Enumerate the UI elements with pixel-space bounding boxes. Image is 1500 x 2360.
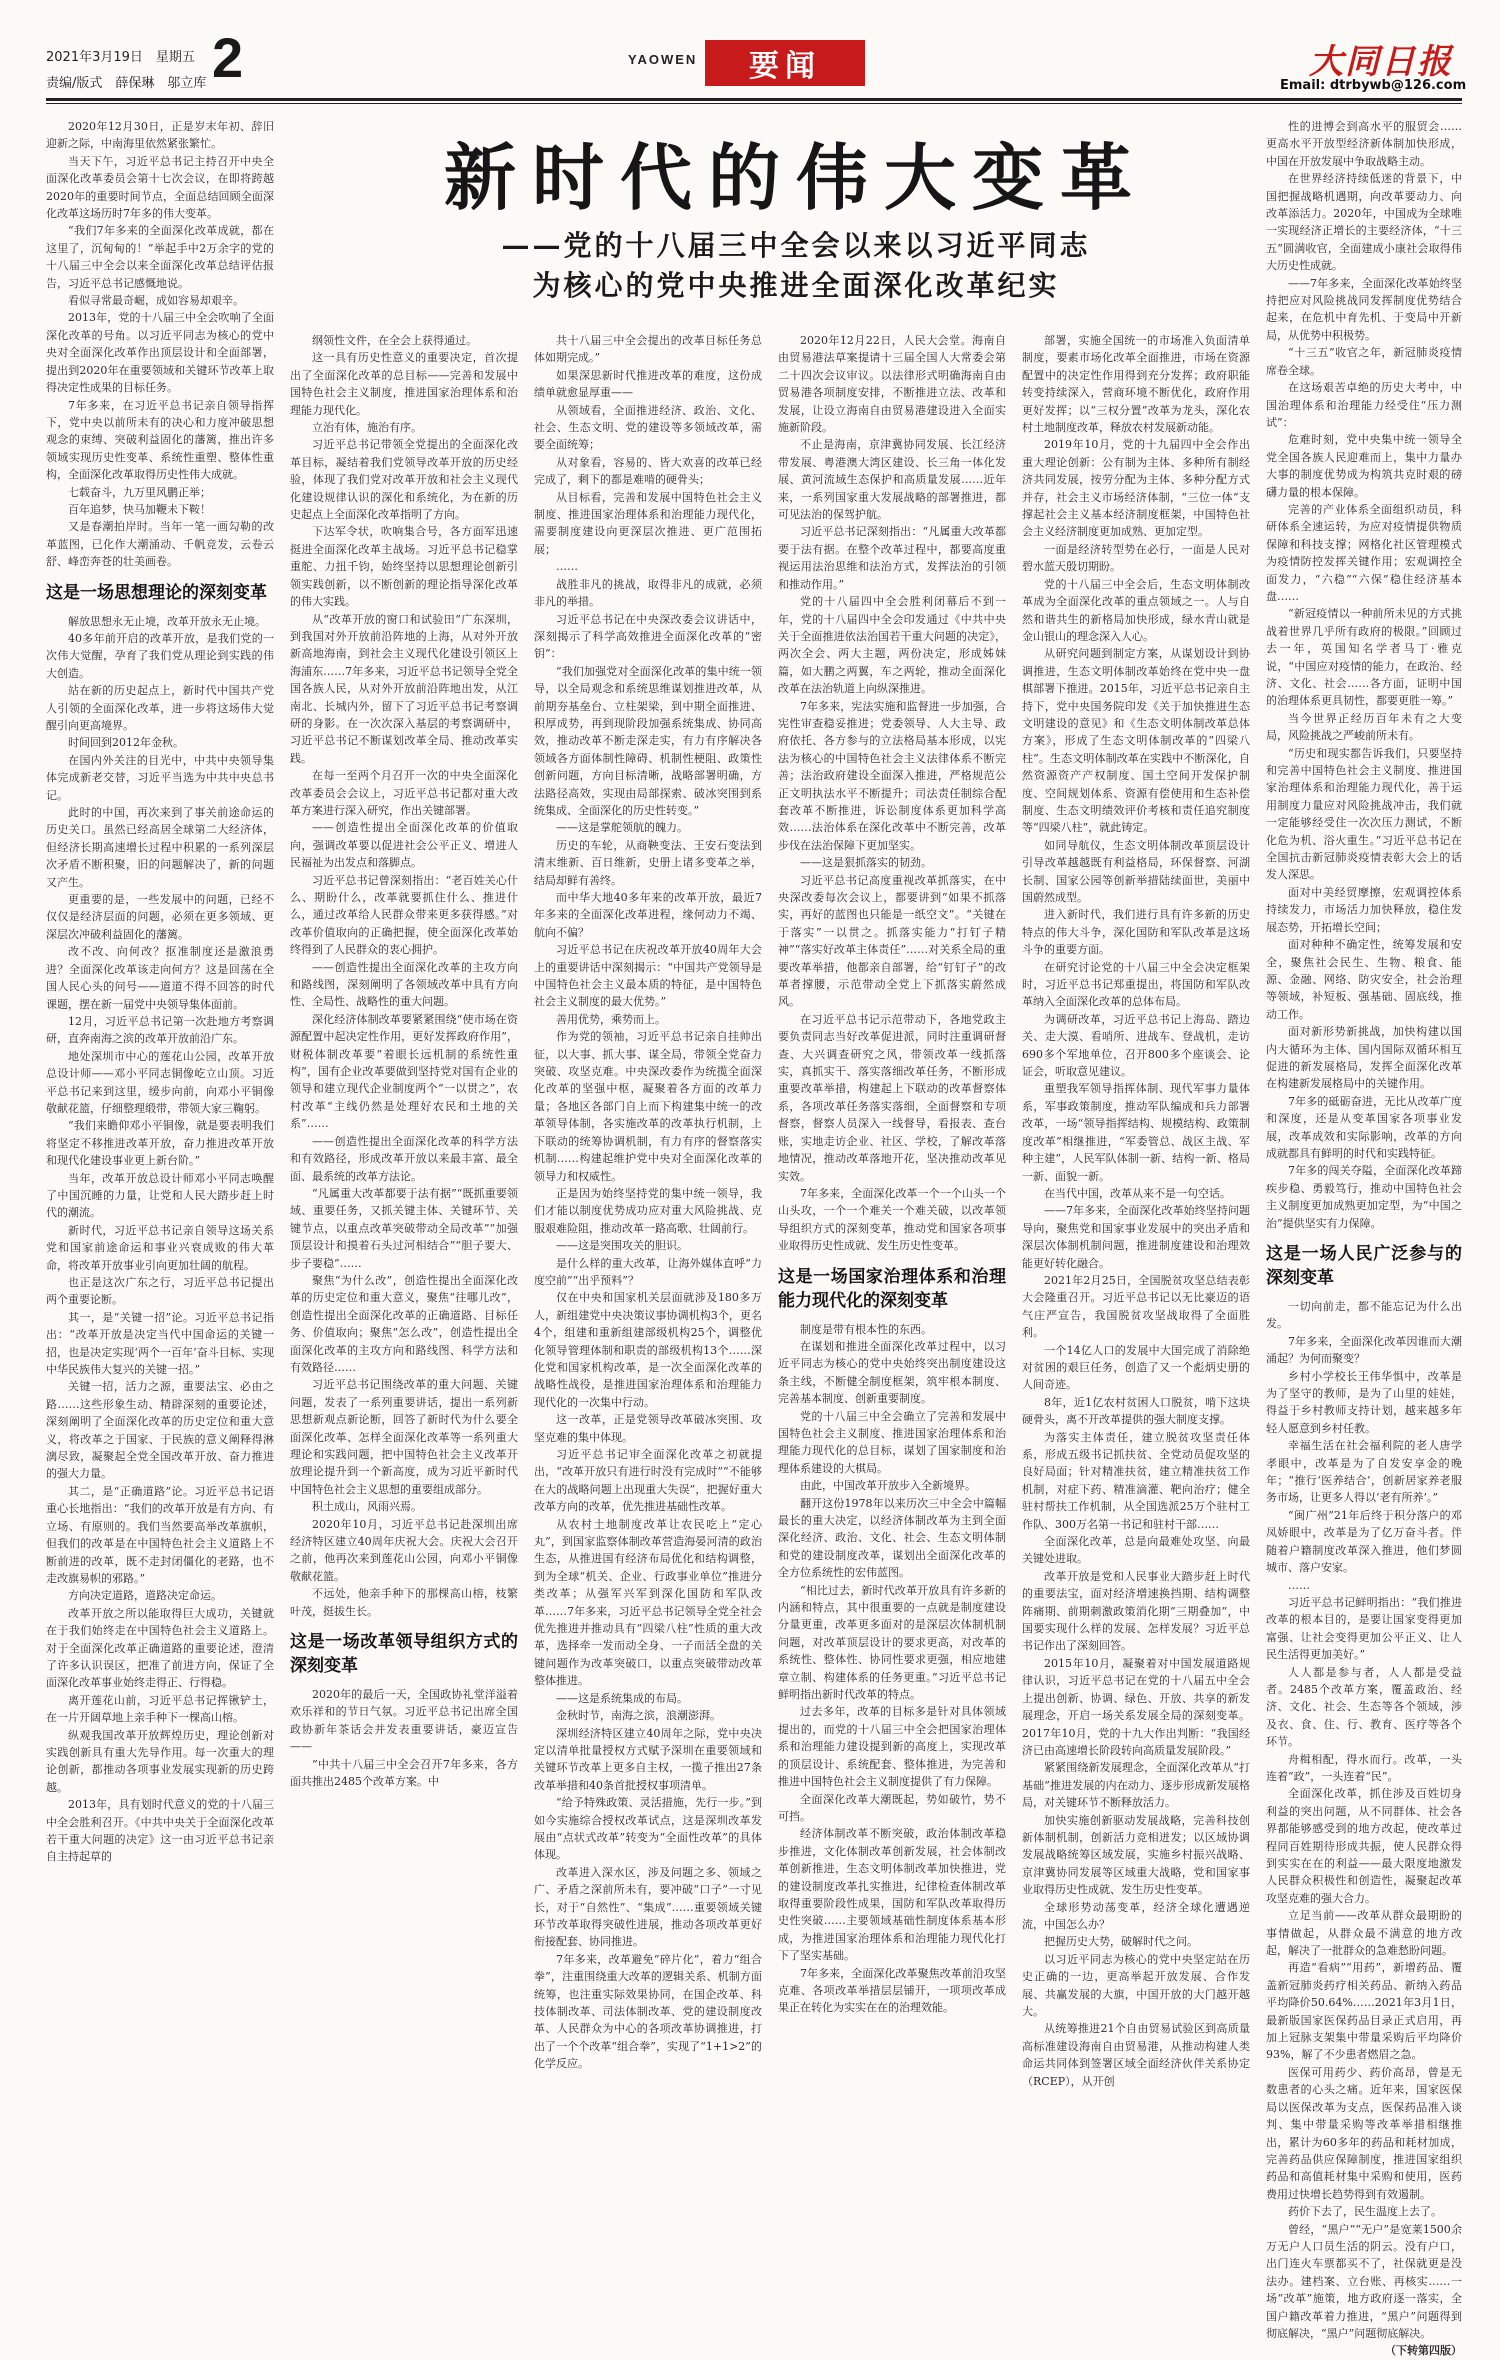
paragraph: 是什么样的重大改革，让海外媒体直呼“力度空前”“出乎预料”？: [534, 1256, 762, 1287]
paragraph: 面对中美经贸摩擦，宏观调控体系持续发力，市场活力加快释放，稳住发展态势，开拓增长空间；: [1266, 885, 1462, 934]
paragraph: 完善的产业体系全面组织动员，科研体系全速运转，为应对疫情提供物质保障和科技支撑；网格化社区管理模式为疫情防控发挥关键作用；宏观调控全面发力，“六稳”“六保”稳住经济基本盘……: [1266, 502, 1462, 603]
paragraph: 此时的中国，再次来到了事关前途命运的历史关口。虽然已经高居全球第二大经济体，但经济长期高速增长过程中积累的一系列深层次矛盾不断积聚，旧的问题解决了，新的问题又产生。: [46, 806, 274, 889]
paragraph: ——这是狠抓落实的韧劲。: [800, 856, 932, 870]
paragraph: 在当代中国，改革从来不是一句空话。: [1044, 1186, 1231, 1200]
paragraph: 由此，中国改革开放步入全新境界。: [800, 1479, 976, 1493]
subheadline-line-1: ——党的十八届三中全会以来以习近平同志: [501, 229, 1091, 262]
paragraph: 2020年10月，习近平总书记赴深圳出席经济特区建立40周年庆祝大会。庆祝大会召开之前，他再次来到莲花山公园，向邓小平铜像敬献花篮。: [290, 1517, 518, 1583]
paragraph: ——这是系统集成的布局。: [556, 1691, 688, 1705]
paragraph: 在国内外关注的目光中，中共中央领导集体完成新老交替，习近平当选为中共中央总书记。: [46, 753, 274, 802]
paragraph: 全面深化改革，抓住涉及百姓切身利益的突出问题，从不同群体、社会各界都能够感受到的地方改起，使改革过程同百姓期待形成共振，使人民群众得到实实在在的利益——最大限度地激发人民群众积极性和创造性，凝聚起改革攻坚克难的强大合力。: [1266, 1787, 1462, 1905]
paragraph: 方向决定道路，道路决定命运。: [68, 1589, 222, 1603]
paragraph: 2019年10月，党的十九届四中全会作出重大理论创新：公有制为主体、多种所有制经济共同发展，按劳分配为主体、多种分配方式并存，社会主义市场经济体制，“三位一体”支撑起社会主义基本经济制度框架，中国特色社会主义经济制度更加成熟、更加定型。: [1022, 438, 1250, 539]
text-column-3: [534, 332, 762, 2118]
paragraph: 性的进博会到高水平的服贸会……更高水平开放型经济新体制加快形成，中国在开放发展中争取战略主动。: [1266, 120, 1462, 168]
section-heading: 这是一场改革领导组织方式的深刻变革: [290, 1632, 518, 1677]
paragraph: 重塑我军领导指挥体制、现代军事力量体系，军事政策制度，推动军队编成和兵力部署改革，一场“领导指挥结构、规模结构、政策制度改革”相继推进，“军委管总、战区主战、军种主建”，人民军队体制一新、结构一新、格局一新、面貌一新。: [1022, 1082, 1250, 1183]
paragraph: 2013年，具有划时代意义的党的十八届三中全会胜利召开。《中共中央关于全面深化改革若干重大问题的决定》这一由习近平总书记亲自主持起草的: [46, 1798, 274, 1864]
paragraph: 制度是带有根本性的东西。: [800, 1322, 932, 1336]
paragraph: 面对新形势新挑战，加快构建以国内大循环为主体、国内国际双循环相互促进的新发展格局，发挥全面深化改革在构建新发展格局中的关键作用。: [1266, 1025, 1462, 1091]
paragraph: 面对种种不确定性，统筹发展和安全，聚焦社会民生、生物、粮食、能源、金融、网络、防灾安全，社会治理等领域，补短板、强基础、固底线，推动工作。: [1266, 938, 1462, 1021]
paragraph: ——7年多来，全面深化改革始终坚持问题导向，聚焦党和国家事业发展中的突出矛盾和深层次体制机制问题，推进制度建设和治理效能更好转化融合。: [1022, 1204, 1250, 1270]
paragraph: 从统筹推进21个自由贸易试验区到高质量高标准建设海南自由贸易港，从推动构建人类命运共同体到签署区域全面经济伙伴关系协定（RCEP），从开创: [1022, 2022, 1250, 2088]
paragraph: 党的十八届三中全会确立了完善和发展中国特色社会主义制度、推进国家治理体系和治理能力现代化的总目标，谋划了国家制度和治理体系建设的大棋局。: [778, 1409, 1006, 1475]
paragraph: 党的十八届四中全会胜利闭幕后不到一年，党的十八届四中全会印发通过《中共中央关于全面推进依法治国若干重大问题的决定》，两次全会、两大主题，两份决定，形成姊妹篇，如大鹏之两翼，车之两轮，推动全面深化改革在法治轨道上向纵深推进。: [778, 595, 1006, 696]
header-rule: [46, 98, 1462, 101]
paragraph: ……: [556, 560, 578, 574]
paragraph: 金秋时节，南海之滨，浪潮澎湃。: [556, 1709, 721, 1723]
paragraph: 当天下午，习近平总书记主持召开中央全面深化改革委员会第十七次会议，在即将跨越2020年的重要时间节点，全面总结回顾全面深化改革这场历时7年多的伟大变革。: [46, 154, 274, 221]
text-column-1: [46, 118, 274, 2118]
paragraph: 习近平总书记高度重视改革抓落实，在中央深改委每次会议上，都要讲到“如果不抓落实，再好的蓝图也只能是一纸空文”。“关键在于落实”一以贯之。抓落实能力“打钉子精神”“落实好改革主体责任”……对关系全局的重要改革举措，他都亲自部署，给“钉钉子”的改革者撑腰，示范带动全党上下抓落实蔚然成风。: [778, 873, 1006, 1009]
paragraph: “中共十八届三中全会召开7年多来，各方面共推出2485个改革方案。中: [290, 1757, 518, 1789]
paragraph: 2020年12月22日，人民大会堂。海南自由贸易港法草案提请十三届全国人大常委会第二十四次会议审议。以法律形式明确海南自由贸易港各项制度安排，不断推进立法、改革和发展，让设立海南自由贸易港建设进入全面实施新阶段。: [778, 334, 1006, 435]
paragraph: 习近平总书记在中央深改委会议讲话中，深刻揭示了科学高效推进全面深化改革的“密钥”：: [534, 612, 762, 661]
paragraph: 全面深化改革大潮既起，势如破竹，势不可挡。: [778, 1792, 1006, 1823]
paragraph: 解放思想永无止境，改革开放永无止境。: [68, 614, 266, 628]
header-rule-thin: [46, 103, 1462, 104]
paragraph: “新冠疫情以一种前所未见的方式挑战着世界几乎所有政府的极限。”回顾过去一年，英国知名学者马丁·雅克说，“中国应对疫情的能力，在政治、经济、文化、社会……各方面，证明中国的治理体系更具韧性，都要更胜一筹。”: [1266, 607, 1462, 708]
paragraph: 历史的车轮，从商鞅变法、王安石变法到清末维新、百日维新，史册上诸多变革之举，结局却鲜有善终。: [534, 838, 762, 887]
paragraph: 舟楫相配，得水而行。改革，一头连着“政”，一头连着“民”。: [1266, 1752, 1462, 1783]
paragraph: 40多年前开启的改革开放，是我们党的一次伟大觉醒，孕育了我们党从理论到实践的伟大创造。: [46, 631, 274, 680]
paragraph: 紧紧围绕新发展理念，全面深化改革从“打基础”推进发展的内在动力、逐步形成新发展格局，对关键环节不断释放活力。: [1022, 1761, 1250, 1810]
paragraph: 再造“看病”“用药”，新增药品、覆盖新冠肺炎药疗相关药品、新纳入药品平均降价50.64%……2021年3月1日，最新版国家医保药品目录正式启用，再加上冠脉支架集中带量采购后平均降价93%，解了不少患者燃眉之急。: [1266, 1961, 1462, 2062]
headline-block: [336, 118, 1256, 328]
paragraph: 7年多来，全面深化改革一个一个山头一个山头攻，一个一个难关一个难关破，以改革领导组织方式的深刻变革，推动党和国家各项事业取得历史性成就、发生历史性变革。: [778, 1186, 1006, 1253]
paragraph: 百年追梦，快马加鞭未下鞍！: [68, 502, 211, 516]
section-heading: 这是一场思想理论的深刻变革: [46, 582, 267, 603]
newspaper-masthead: 大同日报: [1309, 42, 1453, 82]
paragraph: 习近平总书记带领全党提出的全面深化改革目标，凝结着我们党领导改革开放的历史经验，体现了我们党对改革开放和社会主义现代化建设规律认识的深化和系统化，为在新的历史起点上全面深化改革指明了方向。: [290, 438, 518, 522]
paragraph: 人人都是参与者，人人都是受益者。2485个改革方案，覆盖政治、经济、文化、社会、生态等各个领域，涉及衣、食、住、行、教育、医疗等各个环节。: [1266, 1665, 1462, 1749]
paragraph: 7年多的砥砺奋进，无比从改革广度和深度，还是从变革国家各项事业发展，改革成效和实际影响，改革的方向成就都具有鲜明的时代和实践特征。: [1266, 1094, 1462, 1160]
paragraph: 善用优势，乘势而上。: [556, 1012, 666, 1026]
section-label-cn: 要闻: [705, 40, 865, 86]
paragraph: 时间回到2012年金秋。: [68, 736, 184, 750]
paragraph: “我们加强党对全面深化改革的集中统一领导，以全局观念和系统思维谋划推进改革，从前期夯基垒台、立柱架梁，到中期全面推进、积厚成势，再到现阶段加强系统集成、协同高效，推动改革不断走深走实，有力有序解决各领域各方面体制性障碍、机制性梗阻、政策性创新问题，方向目标清晰，战略部署明确，方法路径高效，实现由局部探索、破冰突围到系统集成、全面深化的历史性转变。”: [534, 664, 762, 817]
paragraph: 12月，习近平总书记第一次赴地方考察调研，直奔南海之滨的改革开放前沿广东。: [46, 1014, 274, 1046]
paragraph: 习近平总书记曾深刻指出：“老百姓关心什么、期盼什么，改革就要抓住什么、推进什么，通过改革给人民群众带来更多获得感。”对改革价值取向的正确把握，使全面深化改革始终得到了人民群众的衷心拥护。: [290, 873, 518, 957]
paragraph: 新时代，习近平总书记亲自领导这场关系党和国家前途命运和事业兴衰成败的伟大革命，将改革开放事业引向更加壮阔的航程。: [46, 1223, 274, 1272]
paragraph: 在谋划和推进全面深化改革过程中，以习近平同志为核心的党中央始终突出制度建设这条主线，不断健全制度框架，筑牢根本制度、完善基本制度、创新重要制度。: [778, 1339, 1006, 1406]
paragraph: 深化经济体制改革要紧紧围绕“使市场在资源配置中起决定性作用，更好发挥政府作用”，财税体制改革要“着眼长远机制的系统性重构”，国有企业改革要做到坚持党对国有企业的领导和建立现代企业制度两个“一以贯之”，农村改革“主线仍然是处理好农民和土地的关系”……: [290, 1012, 518, 1131]
paragraph: 为调研改革，习近平总书记上海岛、踏边关、走大漠、看哨所、进战车、登战机，走访690多个军地单位，召开800多个座谈会、论证会，听取意见建议。: [1022, 1012, 1250, 1079]
section-heading: 这是一场国家治理体系和治理能力现代化的深刻变革: [778, 1266, 1006, 1311]
paragraph: 7年多来，宪法实施和监督进一步加强，合宪性审查稳妥推进；党委领导、人大主导、政府依托、各方参与的立法格局基本形成，以宪法为核心的中国特色社会主义法律体系不断完善；法治政府建设全面深入推进，严格规范公正文明执法水平不断提升；司法责任制综合配套改革不断推进，诉讼制度体系更加科学高效……法治体系在深化改革中不断完善，改革步伐在法治保障下更加坚实。: [778, 699, 1006, 852]
paragraph: ——这是掌舵领航的魄力。: [556, 821, 688, 835]
subheadline-line-2: 为核心的党中央推进全面深化改革纪实: [532, 269, 1060, 302]
paragraph: 从研究问题到制定方案，从谋划设计到协调推进，生态文明体制改革始终在党中央一盘棋部署下推进。2015年，习近平总书记亲自主持下，党中央国务院印发《关于加快推进生态文明建设的意见》和《生态文明体制改革总体方案》，形成了生态文明体制改革的“四梁八柱”。生态文明体制改革在实践中不断深化，自然资源资产产权制度、国土空间开发保护制度、空间规划体系、资源有偿使用和生态补偿制度、生态文明绩效评价考核和责任追究制度等“四梁八柱”，就此铸定。: [1022, 647, 1250, 835]
issue-date: 2021年3月19日 星期五: [46, 50, 195, 65]
paragraph: 曾经，“黑户”“无户”是宽莱1500余万无户人口员生活的阴云。没有户口，出门连火车票都买不了，社保就更是没法办。建档案、立台账、再核实……一场“改革”施策，地方政府逐一落实，全国户籍改革着力推进，“黑户”问题得到彻底解决，“黑户”问题彻底解决。: [1266, 2222, 1462, 2340]
paragraph: 不远处，他亲手种下的那棵高山榕，枝繁叶茂，挺拔生长。: [290, 1587, 518, 1618]
paragraph: 一切向前走，都不能忘记为什么出发。: [1266, 1300, 1462, 1331]
paragraph: 一面是经济转型势在必行，一面是人民对碧水蓝天殷切期盼。: [1022, 542, 1250, 574]
paragraph: 改革进入深水区，涉及问题之多、领域之广、矛盾之深前所未有，要冲破“口子”一寸见长，对于“自然性”、“集成”……重要领域关键环节改革取得突破性进展，推动各项改革更好衔接配套、协同推进。: [534, 1865, 762, 1949]
page-number: 2: [212, 26, 244, 89]
continued-note: （下转第四版）: [1385, 2344, 1462, 2358]
paragraph: 在世界经济持续低迷的背景下，中国把握战略机遇期，向改革要动力、向改革添活力。2020年，中国成为全球唯一实现经济正增长的主要经济体，“十三五”圆满收官，全面建成小康社会取得伟大历史性成就。: [1266, 172, 1462, 273]
paragraph: 如果深思新时代推进改革的难度，这份成绩单就愈显厚重——: [534, 368, 762, 400]
paragraph: 7年多来，改革避免“碎片化”，着力“组合拳”，注重围绕重大改革的逻辑关系、机制方面统筹，也注重实际效果协同，在国企改革、科技体制改革、司法体制改革、党的建设制度改革、人民群众为中心的各项改革协调推进，打出了一个个改革“组合拳”，实现了“1+1>2”的化学反应。: [534, 1952, 762, 2071]
paragraph: 改革开放之所以能取得巨大成功，关键就在于我们始终走在中国特色社会主义道路上。对于全面深化改革正确道路的重要论述，澄清了许多认识误区，把准了前进方向，保证了全面深化改革事业始终走得正、行得稳。: [46, 1606, 274, 1690]
paragraph: 2020年的最后一天，全国政协礼堂洋溢着欢乐祥和的节日气氛。习近平总书记出席全国政协新年茶话会并发表重要讲话，豪迈宣告——: [290, 1688, 518, 1754]
paragraph: 在这场艰苦卓绝的历史大考中，中国治理体系和治理能力经受住“压力测试”：: [1266, 381, 1462, 429]
paragraph: 从农村土地制度改革让农民吃上“定心丸”，到国家监察体制改革营造海晏河清的政治生态，从推进国有经济布局优化和结构调整，到为全球“机关、企业、行政事业单位”推进分类改革；从强军兴军到深化国防和军队改革……7年多来，习近平总书记领导全党全社会优先推进并推动具有“四梁八柱”性质的重大改革，选择牵一发而动全身、一子而活全盘的关键问题作为改革突破口，以重点突破带动改革整体推进。: [534, 1517, 762, 1688]
paragraph: 改不改、向何改？抠准制度还是激浪勇进？全面深化改革该走向何方？这是回荡在全国人民心头的问号——道道不得不回答的时代课题，摆在新一届党中央领导集体面前。: [46, 945, 274, 1011]
paragraph: 聚焦“为什么改”，创造性提出全面深化改革的历史定位和重大意义，聚焦“往哪儿改”，创造性提出全面深化改革的正确道路、目标任务、价值取向；聚焦“怎么改”，创造性提出全面深化改革的主攻方向和路线图、科学方法和有效路径……: [290, 1273, 518, 1374]
paragraph: 药价下去了，民生温度上去了。: [1288, 2205, 1442, 2219]
paragraph: 仅在中央和国家机关层面就涉及180多万人，新组建党中央决策议事协调机构3个，更名4个，组建和重新组建部级机构25个，调整优化领导管理体制和职责的部级机构13个……深化党和国家机构改革，是一次全面深化改革的战略性战役，是推进国家治理体系和治理能力现代化的一次集中行动。: [534, 1291, 762, 1409]
paragraph: 习近平总书记鲜明指出：“我们推进改革的根本目的，是要让国家变得更加富强、让社会变得更加公平正义、让人民生活得更加美好。”: [1266, 1595, 1462, 1662]
paragraph: “闽广州”21年后终于积分落户的邓凤娇眼中，改革是为了亿万奋斗者。伴随着户籍制度改革深入推进，他们梦圆城市、落户安家。: [1266, 1508, 1462, 1575]
paragraph: 当年，改革开放总设计师邓小平同志唤醒了中国沉睡的力量，让党和人民大踏步赶上时代的潮流。: [46, 1171, 274, 1220]
paragraph: 习近平总书记深刻指出：“凡属重大改革都要于法有据。在整个改革过程中，都要高度重视运用法治思维和法治方式，发挥法治的引领和推动作用。”: [778, 525, 1006, 591]
paragraph: 8年，近1亿农村贫困人口脱贫，啃下这块硬骨头，离不开改革提供的强大制度支撑。: [1022, 1395, 1250, 1427]
paragraph: 地处深圳市中心的莲花山公园，改革开放总设计师——邓小平同志铜像屹立山顶。习近平总书记来到这里，缓步向前，向邓小平铜像敬献花篮，仔细整理缎带，带领大家三鞠躬。: [46, 1049, 274, 1115]
paragraph: 共十八届三中全会提出的改革目标任务总体如期完成。”: [534, 334, 762, 365]
section-label-en: YAOWEN: [628, 52, 698, 67]
paragraph: 加快实施创新驱动发展战略，完善科技创新体制机制，创新活力竞相迸发；以区域协调发展战略统筹区域发展，实施乡村振兴战略、京津冀协同发展等区域重大战略，党和国家事业取得历史性成就、发生历史性变革。: [1022, 1813, 1250, 1897]
paragraph: 七载奋斗，九万里风鹏正举；: [68, 485, 211, 499]
paragraph: 又是春潮拍岸时。当年一笔一画勾勒的改革蓝图，已化作大潮涌动、千帆竞发，云卷云舒、峰峦奔苍的壮美画卷。: [46, 520, 274, 569]
paragraph: 以习近平同志为核心的党中央坚定站在历史正确的一边，更高举起开放发展、合作发展、共赢发展的大旗，中国开放的大门越开越大。: [1022, 1952, 1250, 2018]
editors-credit: 责编/版式 薛保琳 邬立库: [46, 76, 207, 91]
paragraph: 而中华大地40多年来的改革开放，最近7年多来的全面深化改革进程，缘何动力不竭、航向不偏？: [534, 891, 762, 939]
paragraph: ——创造性提出全面深化改革的价值取向，强调改革要以促进社会公平正义、增进人民福祉为出发点和落脚点。: [290, 821, 518, 870]
paragraph: “十三五”收官之年，新冠肺炎疫情席卷全球。: [1266, 346, 1462, 377]
headline: 新时代的伟大变革: [443, 135, 1148, 220]
paragraph: 党的十八届三中全会后，生态文明体制改革成为全面深化改革的重点领域之一。人与自然和谐共生的新格局加快形成，绿水青山就是金山银山的理念深入人心。: [1022, 577, 1250, 643]
paragraph: 立足当前——改革从群众最期盼的事情做起，从群众最不满意的地方改起，解决了一批群众的急难愁盼问题。: [1266, 1909, 1462, 1958]
paragraph: 也正是这次广东之行，习近平总书记提出两个重要论断。: [46, 1276, 274, 1307]
text-column-6: [1266, 118, 1462, 2358]
section-heading: 这是一场人民广泛参与的深刻变革: [1266, 1244, 1462, 1288]
paragraph: 从目标看，完善和发展中国特色社会主义制度、推进国家治理体系和治理能力现代化，需要制度建设向更深层次推进、更广范围拓展；: [534, 490, 762, 556]
paragraph: “我们来瞻仰邓小平铜像，就是要表明我们将坚定不移推进改革开放，奋力推进改革开放和现代化建设事业更上新台阶。”: [46, 1119, 274, 1168]
paragraph: 从“改革开放的窗口和试验田”广东深圳，到我国对外开放前沿阵地的上海，从对外开放新高地海南，到社会主义现代化建设引领区上海浦东……7年多来，习近平总书记领导全党全国各族人民，从对外开放前沿阵地出发，从江南北、长城内外，留下了习近平总书记考察调研的身影。在一次次深入基层的考察调研中，习近平总书记不断谋划改革全局、推动改革实践。: [290, 612, 518, 765]
paragraph: 2015年10月，凝聚着对中国发展道路规律认识，习近平总书记在党的十八届五中全会上提出创新、协调、绿色、开放、共享的新发展理念，开启一场关系发展全局的深刻变革。2017年10月，党的十九大作出判断：“我国经济已由高速增长阶段转向高质量发展阶段。”: [1022, 1656, 1250, 1757]
paragraph: 7年多来，全面深化改革因谁而大潮涌起？为何而聚变？: [1266, 1334, 1462, 1366]
paragraph: ——这是突围攻关的胆识。: [556, 1239, 688, 1253]
paragraph: 一个14亿人口的发展中大国完成了消除绝对贫困的艰巨任务，创造了又一个彪炳史册的人间奇迹。: [1022, 1343, 1250, 1392]
paragraph: 离开莲花山前，习近平总书记挥锹铲土，在一片开阔草地上亲手种下一棵高山榕。: [46, 1693, 274, 1725]
paragraph: 不止是海南，京津冀协同发展、长江经济带发展、粤港澳大湾区建设、长三角一体化发展、黄河流域生态保护和高质量发展……近年来，一系列国家重大发展战略的部署推进，都可见法治的保驾护航。: [778, 438, 1006, 522]
paragraph: 积土成山，风雨兴焉。: [312, 1500, 422, 1514]
paragraph: 经济体制改革不断突破，政治体制改革稳步推进，文化体制改革创新发展，社会体制改革创新推进，生态文明体制改革加快推进，党的建设制度改革扎实推进，纪律检查体制改革取得重要阶段性成果，国防和军队改革取得历史性突破……主要领域基础性制度体系基本形成，为推进国家治理体系和治理能力现代化打下了坚实基础。: [778, 1827, 1006, 1963]
paragraph: ——创造性提出全面深化改革的科学方法和有效路径，形成改革开放以来最丰富、最全面、最系统的改革方法论。: [290, 1134, 518, 1183]
paragraph: 在研究讨论党的十八届三中全会决定框架时，习近平总书记郑重提出，将国防和军队改革纳入全面深化改革的总体布局。: [1022, 960, 1250, 1009]
paragraph: 战胜非凡的挑战，取得非凡的成就，必须非凡的举措。: [534, 577, 762, 609]
paragraph: 2013年，党的十八届三中全会吹响了全面深化改革的号角。以习近平同志为核心的党中央对全面深化改革作出顶层设计和全面部署，提出到2020年在重要领域和关键环节改革上取得决定性成果的目标任务。: [46, 311, 274, 395]
paragraph: 医保可用药少、药价高昂，曾是无数患者的心头之痛。近年来，国家医保局以医保改革为支点，医保药品准入谈判、集中带量采购等改革举措相继推出，累计为60多年的药品和耗材加成，完善药品供应保障制度，推进国家组织药品和高值耗材集中采购和使用，医药费用过快增长趋势得到有效遏制。: [1266, 2065, 1462, 2201]
paragraph: 这一改革，正是党领导改革破冰突围、攻坚克难的集中体现。: [534, 1413, 762, 1444]
paragraph: 改革开放是党和人民事业大踏步赶上时代的重要法宝，面对经济增速换挡期、结构调整阵痛期、前期刺激政策消化期“三期叠加”，中国要实现什么样的发展、怎样发展？习近平总书记作出了深刻回答。: [1022, 1569, 1250, 1653]
paragraph: 纲领性文件，在全会上获得通过。: [312, 334, 477, 347]
paragraph: “给予特殊政策、灵活措施，先行一步。”到如今实施综合授权改革试点，这是深圳改革发展由“点状式改革”转变为“全面性改革”的具体体现。: [534, 1796, 762, 1862]
paragraph: 翻开这份1978年以来历次三中全会中篇幅最长的重大决定，以经济体制改革为主到全面深化经济、政治、文化、社会、生态文明体制和党的建设制度改革，谋划出全面深化改革的全方位系统性的宏伟蓝图。: [778, 1496, 1006, 1580]
text-column-2: [290, 332, 518, 2118]
paragraph: 当今世界正经历百年未有之大变局，风险挑战之严峻前所未有。: [1266, 711, 1462, 743]
paragraph: 习近平总书记围绕改革的重大问题、关键问题，发表了一系列重要讲话，提出一系列新思想新观点新论断，回答了新时代为什么要全面深化改革、怎样全面深化改革等一系列重大理论和实践问题，把中国特色社会主义改革开放理论提升到一个新高度，成为习近平新时代中国特色社会主义思想的重要组成部分。: [290, 1378, 518, 1496]
paragraph: 7年多来，全面深化改革聚焦改革前沿攻坚克难、各项改革举措层层铺开，一项项改革成果正在转化为实实在在的治理效能。: [778, 1966, 1006, 2015]
paragraph: 正是因为始终坚持党的集中统一领导，我们才能以制度优势成功应对重大风险挑战、克服艰难险阻，推动改革一路高歌、壮阔前行。: [534, 1186, 762, 1235]
page-header: [0, 0, 1500, 100]
paragraph: 立治有体，施治有序。: [312, 421, 422, 435]
text-column-4: [778, 332, 1006, 2118]
paragraph: “凡属重大改革都要于法有据”“既抓重要领域、重要任务，又抓关键主体、关键环节、关键节点，以重点改革突破带动全局改革”“加强顶层设计和摸着石头过河相结合”“胆子要大、步子要稳”……: [290, 1186, 518, 1270]
paragraph: “历史和现实都告诉我们，只要坚持和完善中国特色社会主义制度、推进国家治理体系和治理能力现代化，善于运用制度力量应对风险挑战冲击，我们就一定能够经受住一次次压力测试，不断化危为机、浴火重生。”习近平总书记在全国抗击新冠肺炎疫情表彰大会上的话发人深思。: [1266, 746, 1462, 882]
paragraph: 更重要的是，一些发展中的问题，已经不仅仅是经济层面的问题，必须在更多领域、更深层次冲破利益固化的藩篱。: [46, 893, 274, 941]
paragraph: 过去多年，改革的目标多是针对具体领域提出的，而党的十八届三中全会把国家治理体系和治理能力建设提到新的高度上，实现改革的顶层设计、系统配套、整体推进，为完善和推进中国特色社会主义制度提供了有力保障。: [778, 1705, 1006, 1789]
text-column-5: [1022, 332, 1250, 2118]
paragraph: 7年多的闯关夺隘，全面深化改革蹄疾步稳、勇毅笃行，推动中国特色社会主义制度更加成熟更加定型，为“中国之治”提供坚实有力保障。: [1266, 1164, 1462, 1230]
paragraph: 全面深化改革，总是向最难处攻坚、向最关键处进取。: [1022, 1535, 1250, 1566]
paragraph: 2021年2月25日，全国脱贫攻坚总结表彰大会隆重召开。习近平总书记以无比豪迈的语气庄严宣告，我国脱贫攻坚战取得了全面胜利。: [1022, 1273, 1250, 1340]
paragraph: 从对象看，容易的、皆大欢喜的改革已经完成了，剩下的都是难啃的硬骨头；: [534, 455, 762, 487]
contact-email: Email: dtrbywb@126.com: [1280, 78, 1467, 93]
paragraph: ……: [1288, 1578, 1310, 1592]
paragraph: 其一，是“关键一招”论。习近平总书记指出：“改革开放是决定当代中国命运的关键一招，也是决定实现‘两个一百年’奋斗目标、实现中华民族伟大复兴的关键一招。”: [46, 1310, 274, 1377]
paragraph: 进入新时代，我们进行具有许多新的历史特点的伟大斗争，深化国防和军队改革是这场斗争的重要方面。: [1022, 908, 1250, 957]
paragraph: 深圳经济特区建立40周年之际，党中央决定以清单批量授权方式赋予深圳在重要领域和关键环节改革上更多自主权，一揽子推出27条改革举措和40条首批授权事项清单。: [534, 1726, 762, 1792]
paragraph: 站在新的历史起点上，新时代中国共产党人引领的全面深化改革，进一步将这场伟大觉醒引向更高境界。: [46, 684, 274, 732]
paragraph: 习近平总书记在庆祝改革开放40周年大会上的重要讲话中深刻揭示：“中国共产党领导是中国特色社会主义最本质的特征，是中国特色社会主义制度的最大优势。”: [534, 943, 762, 1009]
paragraph: 在习近平总书记示范带动下，各地党政主要负责同志当好改革促进派，同时注重调研督查、大兴调查研究之风，带领改革一线抓落实，真抓实干、落实落细改革任务，不断形成重要改革举措，构建起上下联动的改革督察体系，各项改革任务落实落细，全面督察和专项督察，督察人员深入一线督导，看报表、查台账，实地走访企业、社区、学校，了解改革落地情况，推动改革落地开花，坚决推动改革见实效。: [778, 1012, 1006, 1183]
paragraph: 在每一至两个月召开一次的中央全面深化改革委员会会议上，习近平总书记都对重大改革方案进行深入研究，作出关键部署。: [290, 769, 518, 817]
paragraph: ——7年多来，全面深化改革始终坚持把应对风险挑战同发挥制度优势结合起来，在危机中育先机、于变局中开新局，从优势中积极势。: [1266, 276, 1462, 342]
paragraph: 危难时刻，党中央集中统一领导全党全国各族人民迎难而上，集中力量办大事的制度优势成为构筑共克时艰的磅礴力量的根本保障。: [1266, 433, 1462, 499]
paragraph: 乡村小学校长王伟华惧中，改革是为了坚守的教师，是为了山里的娃娃，得益于乡村教师支持计划，越来越多年轻人愿意到乡村任教。: [1266, 1369, 1462, 1435]
paragraph: 作为党的领袖，习近平总书记亲自挂帅出征，以大事、抓大事、谋全局，带领全党奋力突破、攻坚克难。中央深改委作为统揽全面深化改革的坚强中枢，凝聚着各方面的改革力量；各地区各部门自上而下构建集中统一的改革领导体制，各实施改革的改革执行机制，上下联动的统筹协调机制，有力有序的督察落实机制……构建起维护党中央对全面深化改革的领导力和权威性。: [534, 1030, 762, 1183]
paragraph: 这一具有历史性意义的重要决定，首次提出了全面深化改革的总目标——完善和发展中国特色社会主义制度，推进国家治理体系和治理能力现代化。: [290, 351, 518, 417]
paragraph: 从领域看，全面推进经济、政治、文化、社会、生态文明、党的建设等多领域改革，需要全面统筹；: [534, 403, 762, 452]
paragraph: 幸福生活在社会福利院的老人唐学孝眼中，改革是为了自发安享金的晚年；“推行‘医养结合’，创新居家养老服务市场，让更多人得以‘老有所养’。”: [1266, 1439, 1462, 1505]
paragraph: 习近平总书记审全面深化改革之初就提出，“改革开放只有进行时没有完成时”“不能够在大的战略问题上出现重大失误”，把握好重大改革方向的改革，优先推进基础性改革。: [534, 1448, 762, 1514]
paragraph: 为落实主体责任，建立脱贫攻坚责任体系，形成五级书记抓扶贫、全党动员促攻坚的良好局面；针对精准扶贫，建立精准扶贫工作机制，对症下药、精准滴灌、靶向治疗；健全驻村帮扶工作机制，从全国选派25万个驻村工作队、300万名第一书记和驻村干部……: [1022, 1430, 1250, 1531]
paragraph: 把握历史大势，破解时代之问。: [1044, 1935, 1198, 1949]
paragraph: 7年多来，在习近平总书记亲自领导指挥下，党中央以前所未有的决心和力度冲破思想观念的束缚、突破利益固化的藩篱，推出许多领域实现历史性变革、系统性重塑、整体性重构，全面深化改革取得历史性伟大成就。: [46, 398, 274, 482]
paragraph: 下达军令状，吹响集合号，各方面军迅速挺进全面深化改革主战场。习近平总书记稳掌重舵、力扭千钧，始终坚持以思想理论创新引领实践创新，以不断创新的理论指导深化改革的伟大实践。: [290, 525, 518, 609]
paragraph: 关键一招，活力之源，重要法宝、必由之路……这些形象生动、精辟深刻的重要论述，深刻阐明了全面深化改革的历史定位和重大意义，将改革之于国家、于民族的意义阐释得淋漓尽致，凝聚起全党全国改革开放、奋力推进的强大力量。: [46, 1380, 274, 1481]
paragraph: 全球形势动荡变革，经济全球化遭遇逆流，中国怎么办？: [1022, 1900, 1250, 1931]
paragraph: “相比过去，新时代改革开放具有许多新的内涵和特点，其中很重要的一点就是制度建设分量更重，改革更多面对的是深层次体制机制问题，对改革顶层设计的要求更高，对改革的系统性、整体性、协同性要求更强，相应地建章立制、构建体系的任务更重。”习近平总书记鲜明指出新时代改革的特点。: [778, 1583, 1006, 1702]
paragraph: “我们7年多来的全面深化改革成就，都在这里了，沉甸甸的！”举起手中2万余字的党的十八届三中全会以来全面深化改革总结评估报告，习近平总书记感慨地说。: [46, 224, 274, 290]
paragraph: 部署，实施全国统一的市场准入负面清单制度，要素市场化改革全面推进，市场在资源配置中的决定性作用得到充分发挥；政府职能转变持续深入，营商环境不断优化，政府作用更好发挥；以“三权分置”改革为龙头，深化农村土地制度改革，释放农村发展新动能。: [1022, 334, 1250, 435]
paragraph: 2020年12月30日，正是岁末年初、辞旧迎新之际，中南海里依然紧张繁忙。: [46, 120, 274, 151]
paragraph: 看似寻常最奇崛，成如容易却艰辛。: [68, 294, 244, 308]
paragraph: 如同导航仪，生态文明体制改革顶层设计引导改革越越既有利益格局，环保督察、河湖长制、国家公园等创新举措陆续面世，美丽中国蔚然成型。: [1022, 838, 1250, 904]
paragraph: 其二，是“正确道路”论。习近平总书记语重心长地指出：“我们的改革开放是有方向、有立场、有原则的。我们当然要高举改革旗帜，但我们的改革是在中国特色社会主义道路上不断前进的改革，既不走封闭僵化的老路，也不走改旗易帜的邪路。”: [46, 1484, 274, 1585]
paragraph: 纵观我国改革开放辉煌历史，理论创新对实践创新具有重大先导作用。每一次重大的理论创新，都推动各项事业发展实现新的历史跨越。: [46, 1728, 274, 1794]
paragraph: ——创造性提出全面深化改革的主攻方向和路线图，深刻阐明了各领域改革中具有方向性、全局性、战略性的重大问题。: [290, 960, 518, 1009]
